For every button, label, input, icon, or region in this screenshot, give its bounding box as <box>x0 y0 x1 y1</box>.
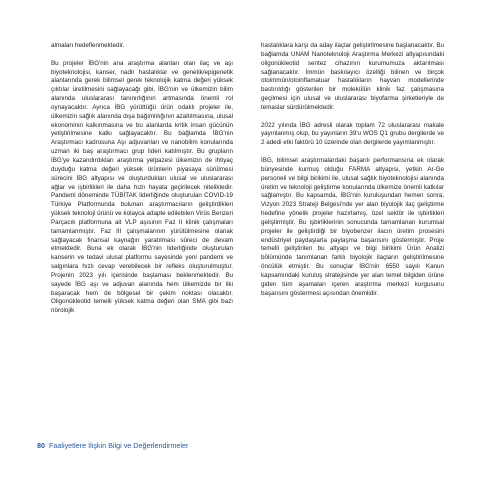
left-text-column <box>51 42 233 325</box>
right-text-column <box>261 42 444 307</box>
page-number: 80 <box>37 441 45 450</box>
right-paragraph-1: hastalıklara karşı da aday ilaçlar geliştirilmesine başlanacaktır. Bu bağlamda UNAM Nanoteknoloji Araştırma Merkezi altyapısındaki oligonükleotid sentez cihazının kurumumuza aktarılması sağlanacaktır. İmmün baskılayıcı özelliği bilinen ve birçok otoimmün/otoinflamatuar hastalıkların hayvan modellerinde bastırıldığı gösterilen bir molekülün klinik faz çalışmasına geçilmesi için ulusal ve uluslararası biyofarma şirketleriyle de temaslar sürdürülmektedir. <box>261 42 444 111</box>
left-paragraph-2: Bu projeler İBG'nin ana araştırma alanları olan ilaç ve aşı biyoteknolojisi, kanser, nadir hastalıklar ve genetik/epigenetik alanlarında gerek bilimsel gerek teknolojik katma değeri yüksek çıktılar üretilmesini sağlayacağı gibi, İBG'nin ve ülkemizin bilim alanında uluslararası tanınırlığının artmasında önemli rol oynayacaktır. Ayrıca İBG yürüttüğü ürün odaklı projeler ile, ülkemizin sağlık alanında dışa bağımlılığının azaltılmasına, ulusal ekonominin kalkınmasına ve bu alanlarda kritik insan gücünün yetiştirilmesine katkı sağlayacaktır. Bu bağlamda İBG'nin Araştırmacı kadrosuna Aşı adjuvanları ve nanobilim konularında uzman iki baş araştırmacı grup lideri katılmıştır. Bu grupların İBG'ye kazandırdıkları araştırma yelpazesi ülkemizin de ihtiyaç duyduğu katma değeri yüksek ürünlerin piyasaya sürülmesi sürecini İBG altyapısı ve oluşturdukları ulusal ve uluslararası ağlar ve işbirlikleri ile daha hızlı hayata geçirilecek niteliktedir. Pandemi döneminde TÜBİTAK liderliğinde oluşturulan COVID-19 Türkiye Platformunda bulunan araştırmacıların geliştirdikleri yüksek teknoloji ürünü ve kolayca adapte edilebilen Virüs Benzeri Parçacık platformuna ait VLP aşısının Faz II klinik çalışmaları tamamlanmıştır. Faz III çalışmalarının yürütülmesine olanak sağlayacak finansal kaynağın yaratılması süreci de devam etmektedir. Buna ek olarak İBG'nin liderliğinde oluşturulan kanserin ve tedavi ulusal platformu sayesinde yeni pandemi ve salgınlara hızlı cevap verebilecek bir refleks oluşturulmuştur. Projenin 2023 yılı içerisinde başlaması beklenmektedir. Bu sayede İBG aşı ve adjuvan alanında hem ülkemizde bir ilki başaracak hem de bölgesel bir çekim noktası olacaktır. Oligonükleotid temelli yüksek katma değeri olan SMA gibi bazı nörolojik <box>51 59 233 315</box>
page-footer <box>37 441 188 450</box>
right-paragraph-3: İBG, bilimsel araştırmalardaki başarılı performansına ek olarak bünyesinde kurmuş olduğu FARMA altyapısı, yetkin Ar-Ge personeli ve bilgi birikimi ile, ulusal sağlık biyoteknolojisi alanında üretim ve teknoloji geliştirme konularında ülkemize önemli katkılar sağlamıştır. Bu kapsamda, İBG'nin kuruluşundan hemen sonra, Vizyon 2023 Strateji Belgesi'nde yer alan biyolojik ilaç geliştirme hedefine yönelik projeler hazırlamış, özel sektör ile işbirlikleri geliştirmiştir. Bu işbirliklerinin sonucunda tamamlanan kurumsal projeler ile geliştirdiği bir biyobenzer ilacın üretim prosesini endüstriyel paydaşlarla paylaşma başarısını göstermiştir. Proje temelli geliştirilen bu altyapı ve bilgi birikimi Ürün Analizi bölümünde tanımlanan farklı biyolojik ilaçların geliştirilmesine öncülük etmiştir. Bu sonuçlar İBG'nin 6550 sayılı Kanun kapsamındaki kuruluş stratejisinde yer alan temel bilgiden ürüne giden tüm aşamaları içeren araştırma merkezi kurgusunu başarısını göstermesi açısından önemlidir. <box>261 156 444 297</box>
left-paragraph-1: almaları hedeflenmektedir. <box>51 42 125 49</box>
right-paragraph-2: 2022 yılında İBG adresli olarak toplam 72 uluslararası makale yayınlanmış olup, bu yayınların 39'u WOS Q1 grubu dergilerde ve 2 adedi etki faktörü 10 üzerinde olan dergilerde yayımlanmıştır. <box>261 121 444 147</box>
footer-section-title: Faaliyetlere İlişkin Bilgi ve Değerlendirmeler <box>49 441 189 450</box>
